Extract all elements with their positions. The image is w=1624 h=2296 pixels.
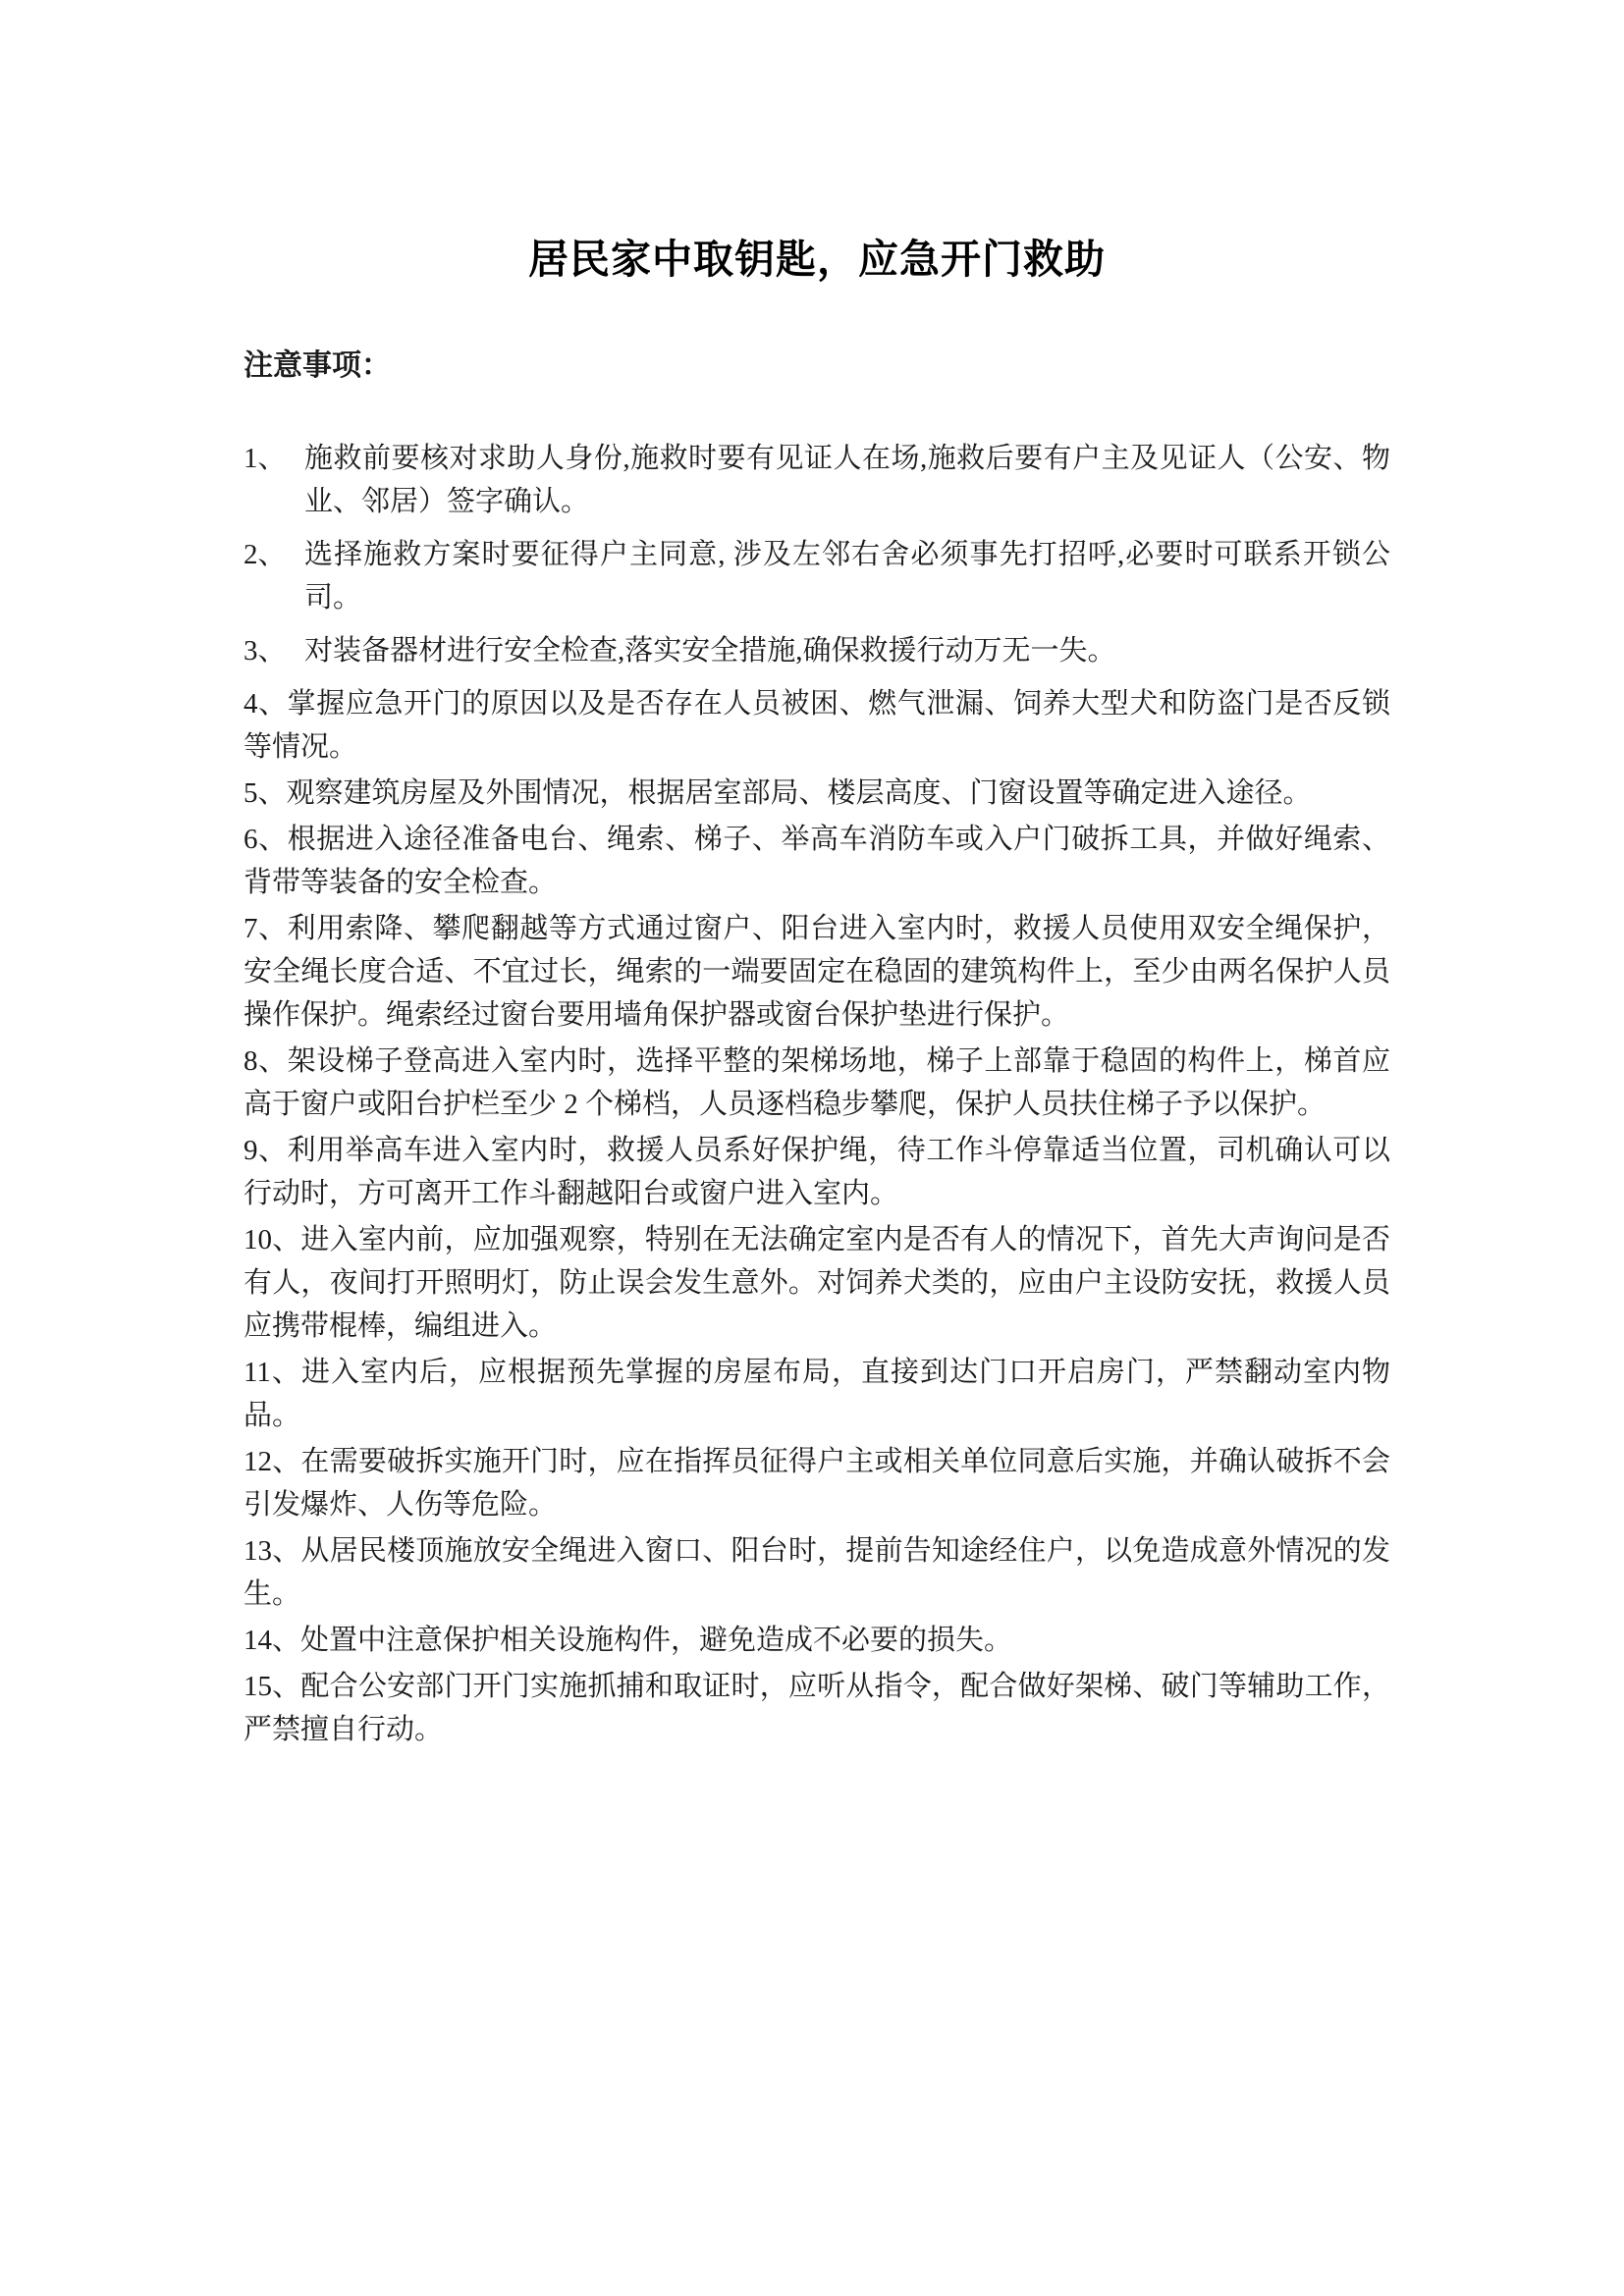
section-heading: 注意事项： — [244, 349, 391, 382]
item-number: 6、 — [244, 824, 288, 855]
list-item-5 — [244, 772, 1390, 815]
list-item-9 — [244, 1129, 1390, 1215]
item-text: 掌握应急开门的原因以及是否存在人员被困、燃气泄漏、饲养大型犬和防盗门是否反锁等情况。 — [244, 688, 1390, 763]
item-number: 4、 — [244, 688, 288, 720]
item-number: 12、 — [244, 1446, 301, 1477]
item-number: 9、 — [244, 1135, 288, 1166]
list-item-14 — [244, 1619, 1390, 1662]
list-item-15 — [244, 1665, 1390, 1751]
list-item-6 — [244, 818, 1390, 904]
item-text: 施救前要核对求助人身份,施救时要有见证人在场,施救后要有户主及见证人（公安、物业、邻居）签字确认。 — [304, 443, 1390, 517]
item-text: 利用举高车进入室内时，救援人员系好保护绳，待工作斗停靠适当位置，司机确认可以行动时，方可离开工作斗翻越阳台或窗户进入室内。 — [244, 1135, 1390, 1209]
item-text: 在需要破拆实施开门时，应在指挥员征得户主或相关单位同意后实施，并确认破拆不会引发爆炸、人伤等危险。 — [244, 1446, 1390, 1521]
list-item-2 — [244, 533, 1390, 619]
item-number: 7、 — [244, 913, 288, 944]
item-text: 从居民楼顶施放安全绳进入窗口、阳台时，提前告知途经住户，以免造成意外情况的发生。 — [244, 1535, 1390, 1610]
document-title: 居民家中取钥匙，应急开门救助 — [528, 237, 1106, 282]
item-text: 根据进入途径准备电台、绳索、梯子、举高车消防车或入户门破拆工具，并做好绳索、背带等装备的安全检查。 — [244, 824, 1390, 898]
notice-list — [244, 437, 1390, 1751]
item-text: 观察建筑房屋及外围情况，根据居室部局、楼层高度、门窗设置等确定进入途径。 — [286, 777, 1312, 809]
list-item-1 — [244, 437, 1390, 523]
item-number: 11、 — [244, 1357, 301, 1388]
item-text: 配合公安部门开门实施抓捕和取证时，应听从指令，配合做好架梯、破门等辅助工作，严禁擅自行动。 — [244, 1671, 1390, 1745]
item-text: 利用索降、攀爬翻越等方式通过窗户、阳台进入室内时，救援人员使用双安全绳保护，安全绳长度合适、不宜过长，绳索的一端要固定在稳固的建筑构件上，至少由两名保护人员操作保护。绳索经过窗台要用墙角保护器或窗台保护垫进行保护。 — [244, 913, 1390, 1031]
item-number: 8、 — [244, 1045, 288, 1077]
item-number: 15、 — [244, 1671, 301, 1702]
item-text: 进入室内后，应根据预先掌握的房屋布局，直接到达门口开启房门，严禁翻动室内物品。 — [244, 1357, 1390, 1431]
item-text: 处置中注意保护相关设施构件，避免造成不必要的损失。 — [300, 1625, 1013, 1656]
list-item-10 — [244, 1218, 1390, 1348]
item-number: 5、 — [244, 777, 287, 809]
item-number: 1、 — [244, 443, 287, 474]
list-item-7 — [244, 907, 1390, 1037]
item-number: 3、 — [244, 635, 287, 667]
item-number: 2、 — [244, 539, 287, 570]
list-item-8 — [244, 1040, 1390, 1126]
document-content — [244, 234, 1390, 1754]
list-item-13 — [244, 1529, 1390, 1616]
item-number: 13、 — [244, 1535, 301, 1567]
item-text: 进入室内前，应加强观察，特别在无法确定室内是否有人的情况下，首先大声询问是否有人，夜间打开照明灯，防止误会发生意外。对饲养犬类的，应由户主设防安抚，救援人员应携带棍棒，编组进入。 — [244, 1224, 1390, 1342]
item-number: 10、 — [244, 1224, 301, 1255]
item-number: 14、 — [244, 1625, 301, 1656]
list-item-11 — [244, 1351, 1390, 1437]
item-text: 对装备器材进行安全检查,落实安全措施,确保救援行动万无一失。 — [304, 635, 1116, 667]
item-text: 选择施救方案时要征得户主同意, 涉及左邻右舍必须事先打招呼,必要时可联系开锁公司。 — [304, 539, 1390, 614]
item-text: 架设梯子登高进入室内时，选择平整的架梯场地，梯子上部靠于稳固的构件上，梯首应高于窗户或阳台护栏至少 2 个梯档，人员逐档稳步攀爬，保护人员扶住梯子予以保护。 — [244, 1045, 1390, 1120]
list-item-3 — [244, 629, 1390, 672]
list-item-12 — [244, 1440, 1390, 1526]
list-item-4 — [244, 682, 1390, 769]
